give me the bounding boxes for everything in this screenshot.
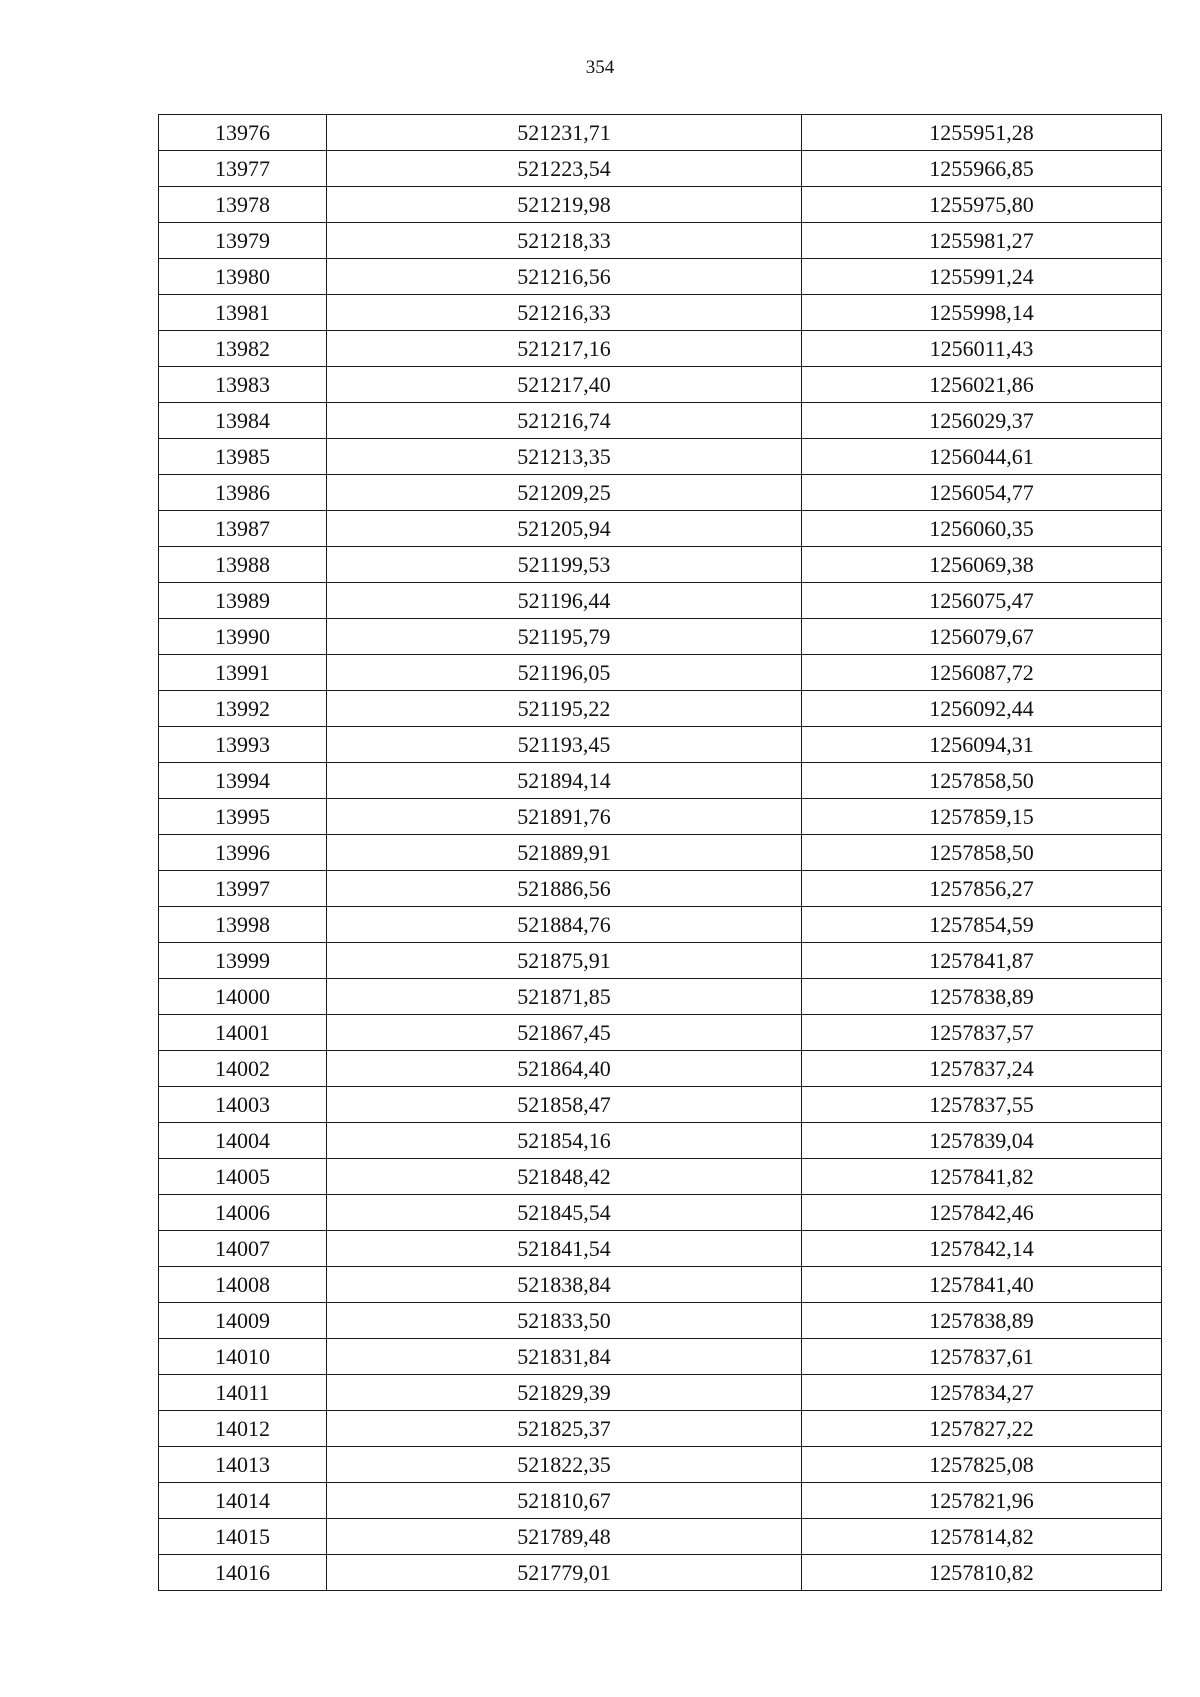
x-coordinate-cell: 521829,39 xyxy=(327,1375,802,1411)
point-number-cell: 14002 xyxy=(159,1051,327,1087)
point-number-cell: 14003 xyxy=(159,1087,327,1123)
point-number-cell: 13984 xyxy=(159,403,327,439)
x-coordinate-cell: 521884,76 xyxy=(327,907,802,943)
point-number-cell: 13982 xyxy=(159,331,327,367)
table-row xyxy=(159,979,1162,1015)
point-number-cell: 13981 xyxy=(159,295,327,331)
table-row xyxy=(159,835,1162,871)
table-row xyxy=(159,439,1162,475)
x-coordinate-cell: 521810,67 xyxy=(327,1483,802,1519)
table-row xyxy=(159,583,1162,619)
table-row xyxy=(159,655,1162,691)
y-coordinate-cell: 1257838,89 xyxy=(802,979,1162,1015)
table-row xyxy=(159,727,1162,763)
y-coordinate-cell: 1256075,47 xyxy=(802,583,1162,619)
y-coordinate-cell: 1255951,28 xyxy=(802,115,1162,151)
x-coordinate-cell: 521889,91 xyxy=(327,835,802,871)
x-coordinate-cell: 521218,33 xyxy=(327,223,802,259)
table-row xyxy=(159,907,1162,943)
table-row xyxy=(159,1519,1162,1555)
point-number-cell: 14013 xyxy=(159,1447,327,1483)
table-row xyxy=(159,367,1162,403)
x-coordinate-cell: 521205,94 xyxy=(327,511,802,547)
y-coordinate-cell: 1257841,87 xyxy=(802,943,1162,979)
y-coordinate-cell: 1256092,44 xyxy=(802,691,1162,727)
table-row xyxy=(159,259,1162,295)
point-number-cell: 13995 xyxy=(159,799,327,835)
point-number-cell: 14000 xyxy=(159,979,327,1015)
point-number-cell: 13985 xyxy=(159,439,327,475)
y-coordinate-cell: 1257814,82 xyxy=(802,1519,1162,1555)
y-coordinate-cell: 1256054,77 xyxy=(802,475,1162,511)
coordinates-table-body xyxy=(159,115,1162,1591)
x-coordinate-cell: 521219,98 xyxy=(327,187,802,223)
table-row xyxy=(159,295,1162,331)
y-coordinate-cell: 1256079,67 xyxy=(802,619,1162,655)
x-coordinate-cell: 521209,25 xyxy=(327,475,802,511)
point-number-cell: 14006 xyxy=(159,1195,327,1231)
x-coordinate-cell: 521858,47 xyxy=(327,1087,802,1123)
table-row xyxy=(159,1087,1162,1123)
x-coordinate-cell: 521231,71 xyxy=(327,115,802,151)
table-row xyxy=(159,187,1162,223)
x-coordinate-cell: 521831,84 xyxy=(327,1339,802,1375)
point-number-cell: 14015 xyxy=(159,1519,327,1555)
y-coordinate-cell: 1257838,89 xyxy=(802,1303,1162,1339)
table-row xyxy=(159,331,1162,367)
table-row xyxy=(159,691,1162,727)
table-row xyxy=(159,1051,1162,1087)
point-number-cell: 13993 xyxy=(159,727,327,763)
x-coordinate-cell: 521195,22 xyxy=(327,691,802,727)
y-coordinate-cell: 1256060,35 xyxy=(802,511,1162,547)
table-row xyxy=(159,223,1162,259)
table-row xyxy=(159,943,1162,979)
point-number-cell: 13986 xyxy=(159,475,327,511)
x-coordinate-cell: 521822,35 xyxy=(327,1447,802,1483)
y-coordinate-cell: 1255966,85 xyxy=(802,151,1162,187)
point-number-cell: 13991 xyxy=(159,655,327,691)
table-row xyxy=(159,475,1162,511)
table-row xyxy=(159,511,1162,547)
point-number-cell: 13989 xyxy=(159,583,327,619)
point-number-cell: 14008 xyxy=(159,1267,327,1303)
x-coordinate-cell: 521199,53 xyxy=(327,547,802,583)
table-row xyxy=(159,151,1162,187)
point-number-cell: 13998 xyxy=(159,907,327,943)
page-number: 354 xyxy=(585,57,615,78)
point-number-cell: 14001 xyxy=(159,1015,327,1051)
point-number-cell: 13980 xyxy=(159,259,327,295)
table-row xyxy=(159,547,1162,583)
y-coordinate-cell: 1255975,80 xyxy=(802,187,1162,223)
x-coordinate-cell: 521875,91 xyxy=(327,943,802,979)
point-number-cell: 13978 xyxy=(159,187,327,223)
point-number-cell: 14009 xyxy=(159,1303,327,1339)
point-number-cell: 13976 xyxy=(159,115,327,151)
x-coordinate-cell: 521196,05 xyxy=(327,655,802,691)
point-number-cell: 14014 xyxy=(159,1483,327,1519)
y-coordinate-cell: 1256029,37 xyxy=(802,403,1162,439)
y-coordinate-cell: 1255981,27 xyxy=(802,223,1162,259)
y-coordinate-cell: 1257821,96 xyxy=(802,1483,1162,1519)
y-coordinate-cell: 1257839,04 xyxy=(802,1123,1162,1159)
x-coordinate-cell: 521193,45 xyxy=(327,727,802,763)
point-number-cell: 13977 xyxy=(159,151,327,187)
x-coordinate-cell: 521825,37 xyxy=(327,1411,802,1447)
point-number-cell: 13987 xyxy=(159,511,327,547)
table-row xyxy=(159,1015,1162,1051)
point-number-cell: 14011 xyxy=(159,1375,327,1411)
x-coordinate-cell: 521871,85 xyxy=(327,979,802,1015)
x-coordinate-cell: 521867,45 xyxy=(327,1015,802,1051)
x-coordinate-cell: 521886,56 xyxy=(327,871,802,907)
y-coordinate-cell: 1256044,61 xyxy=(802,439,1162,475)
y-coordinate-cell: 1255991,24 xyxy=(802,259,1162,295)
x-coordinate-cell: 521196,44 xyxy=(327,583,802,619)
table-row xyxy=(159,1555,1162,1591)
point-number-cell: 13994 xyxy=(159,763,327,799)
x-coordinate-cell: 521217,16 xyxy=(327,331,802,367)
x-coordinate-cell: 521213,35 xyxy=(327,439,802,475)
table-row xyxy=(159,403,1162,439)
x-coordinate-cell: 521223,54 xyxy=(327,151,802,187)
point-number-cell: 13999 xyxy=(159,943,327,979)
table-row xyxy=(159,871,1162,907)
x-coordinate-cell: 521864,40 xyxy=(327,1051,802,1087)
table-row xyxy=(159,619,1162,655)
x-coordinate-cell: 521789,48 xyxy=(327,1519,802,1555)
point-number-cell: 14005 xyxy=(159,1159,327,1195)
table-row xyxy=(159,1303,1162,1339)
y-coordinate-cell: 1257841,40 xyxy=(802,1267,1162,1303)
point-number-cell: 14010 xyxy=(159,1339,327,1375)
x-coordinate-cell: 521216,56 xyxy=(327,259,802,295)
table-row xyxy=(159,1447,1162,1483)
table-row xyxy=(159,1411,1162,1447)
x-coordinate-cell: 521894,14 xyxy=(327,763,802,799)
table-row xyxy=(159,763,1162,799)
y-coordinate-cell: 1256069,38 xyxy=(802,547,1162,583)
point-number-cell: 13979 xyxy=(159,223,327,259)
x-coordinate-cell: 521195,79 xyxy=(327,619,802,655)
x-coordinate-cell: 521854,16 xyxy=(327,1123,802,1159)
x-coordinate-cell: 521216,33 xyxy=(327,295,802,331)
y-coordinate-cell: 1257858,50 xyxy=(802,763,1162,799)
table-row xyxy=(159,1231,1162,1267)
y-coordinate-cell: 1257810,82 xyxy=(802,1555,1162,1591)
y-coordinate-cell: 1257837,24 xyxy=(802,1051,1162,1087)
y-coordinate-cell: 1257837,61 xyxy=(802,1339,1162,1375)
x-coordinate-cell: 521833,50 xyxy=(327,1303,802,1339)
x-coordinate-cell: 521216,74 xyxy=(327,403,802,439)
y-coordinate-cell: 1257825,08 xyxy=(802,1447,1162,1483)
point-number-cell: 14004 xyxy=(159,1123,327,1159)
y-coordinate-cell: 1257842,46 xyxy=(802,1195,1162,1231)
y-coordinate-cell: 1255998,14 xyxy=(802,295,1162,331)
table-row xyxy=(159,1483,1162,1519)
y-coordinate-cell: 1257837,57 xyxy=(802,1015,1162,1051)
y-coordinate-cell: 1256087,72 xyxy=(802,655,1162,691)
y-coordinate-cell: 1257834,27 xyxy=(802,1375,1162,1411)
x-coordinate-cell: 521848,42 xyxy=(327,1159,802,1195)
point-number-cell: 13983 xyxy=(159,367,327,403)
point-number-cell: 13996 xyxy=(159,835,327,871)
x-coordinate-cell: 521217,40 xyxy=(327,367,802,403)
x-coordinate-cell: 521779,01 xyxy=(327,1555,802,1591)
point-number-cell: 13992 xyxy=(159,691,327,727)
table-row xyxy=(159,1267,1162,1303)
point-number-cell: 14016 xyxy=(159,1555,327,1591)
y-coordinate-cell: 1257827,22 xyxy=(802,1411,1162,1447)
table-row xyxy=(159,1375,1162,1411)
table-row xyxy=(159,1159,1162,1195)
point-number-cell: 14007 xyxy=(159,1231,327,1267)
x-coordinate-cell: 521845,54 xyxy=(327,1195,802,1231)
table-row xyxy=(159,799,1162,835)
coordinates-table xyxy=(158,114,1162,1591)
y-coordinate-cell: 1256094,31 xyxy=(802,727,1162,763)
y-coordinate-cell: 1257841,82 xyxy=(802,1159,1162,1195)
point-number-cell: 13997 xyxy=(159,871,327,907)
y-coordinate-cell: 1257858,50 xyxy=(802,835,1162,871)
y-coordinate-cell: 1256011,43 xyxy=(802,331,1162,367)
point-number-cell: 14012 xyxy=(159,1411,327,1447)
y-coordinate-cell: 1256021,86 xyxy=(802,367,1162,403)
table-row xyxy=(159,115,1162,151)
y-coordinate-cell: 1257856,27 xyxy=(802,871,1162,907)
x-coordinate-cell: 521891,76 xyxy=(327,799,802,835)
point-number-cell: 13988 xyxy=(159,547,327,583)
table-row xyxy=(159,1195,1162,1231)
table-row xyxy=(159,1123,1162,1159)
x-coordinate-cell: 521838,84 xyxy=(327,1267,802,1303)
y-coordinate-cell: 1257837,55 xyxy=(802,1087,1162,1123)
y-coordinate-cell: 1257859,15 xyxy=(802,799,1162,835)
y-coordinate-cell: 1257842,14 xyxy=(802,1231,1162,1267)
y-coordinate-cell: 1257854,59 xyxy=(802,907,1162,943)
x-coordinate-cell: 521841,54 xyxy=(327,1231,802,1267)
point-number-cell: 13990 xyxy=(159,619,327,655)
table-row xyxy=(159,1339,1162,1375)
